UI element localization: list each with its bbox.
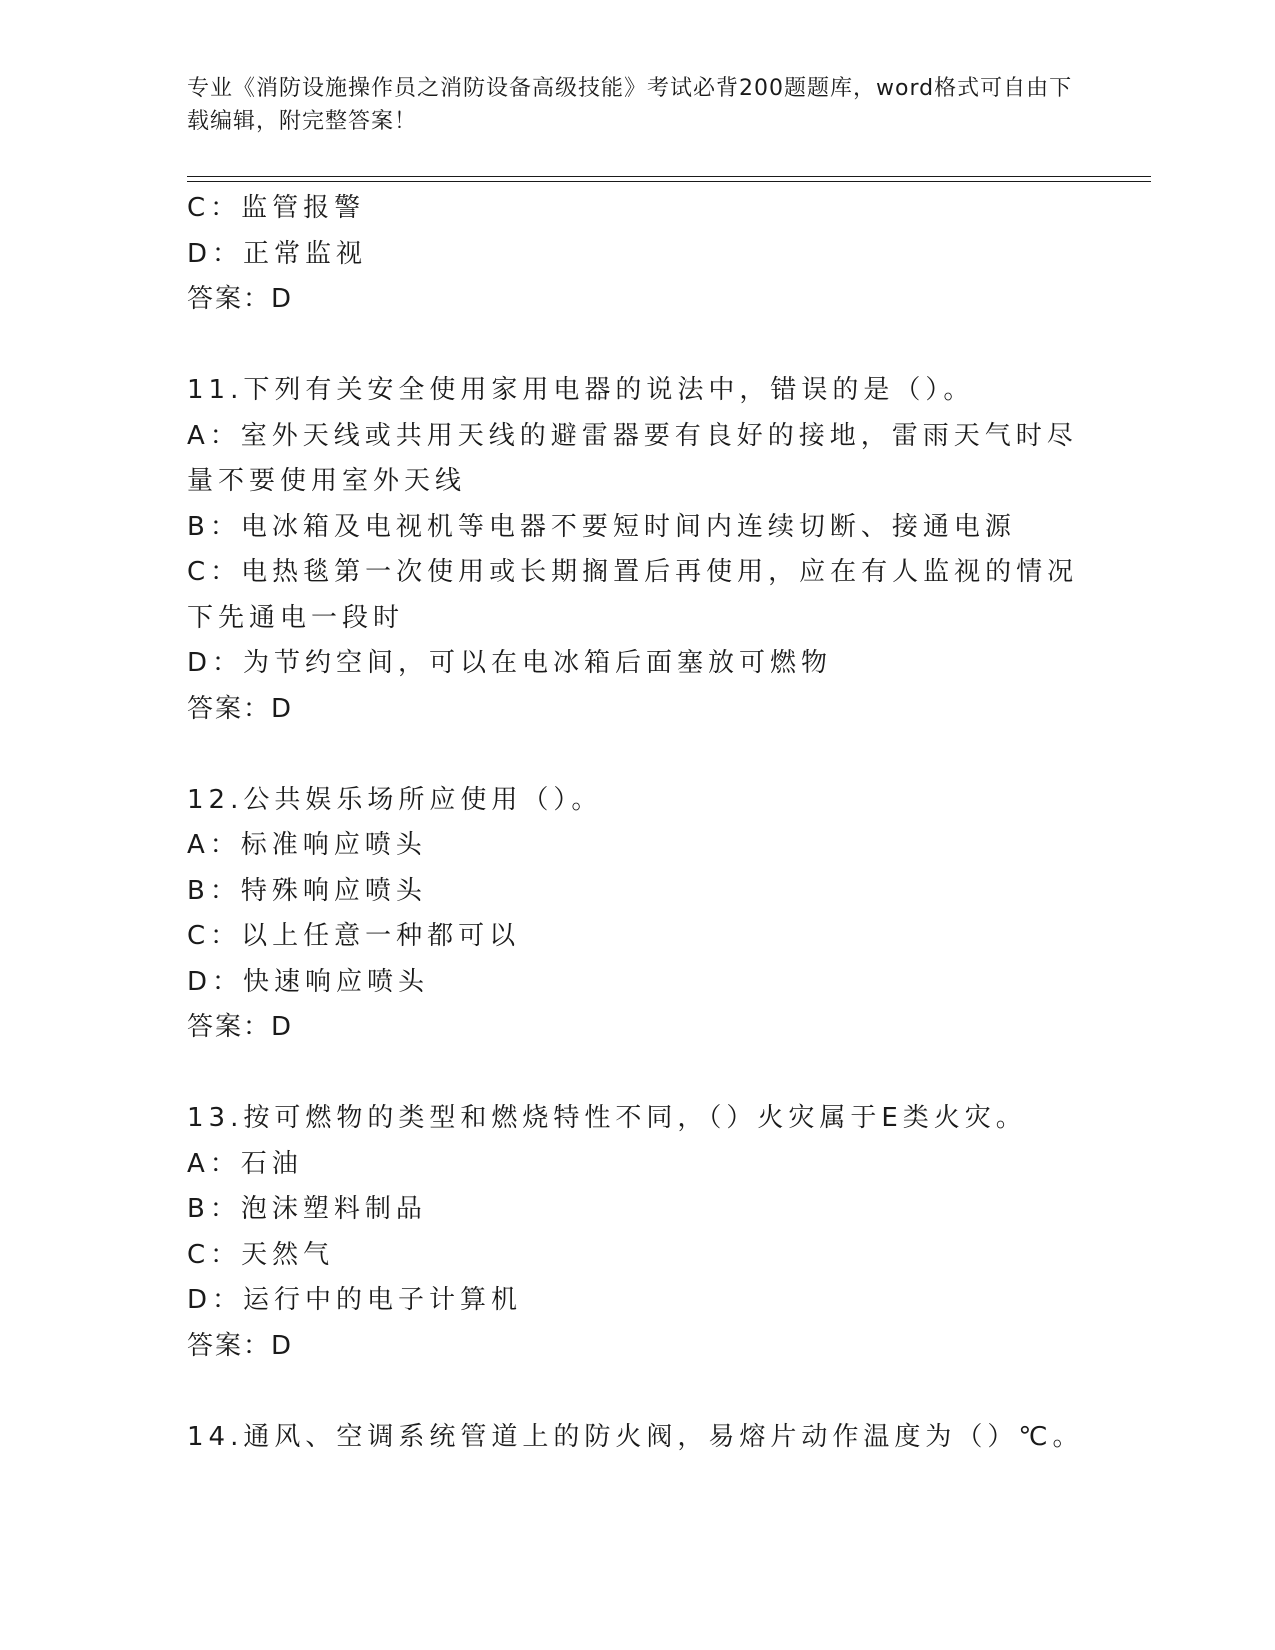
option-a: A：室外天线或共用天线的避雷器要有良好的接地，雷雨天气时尽量不要使用室外天线 — [187, 420, 1078, 496]
header-rule-bottom — [187, 181, 1151, 182]
header-rule-top — [187, 176, 1151, 177]
answer-continued: 答案：D — [187, 284, 294, 314]
option-c: C：以上任意一种都可以 — [187, 921, 521, 951]
option-a: A：标准响应喷头 — [187, 830, 427, 860]
answer: 答案：D — [187, 1012, 294, 1042]
question-stem: 13.按可燃物的类型和燃烧特性不同，（）火灾属于E类火灾。 — [187, 1103, 1027, 1133]
question-11 — [187, 368, 1087, 732]
question-14 — [187, 1415, 1087, 1461]
option-b: B：电冰箱及电视机等电器不要短时间内连续切断、接通电源 — [187, 511, 1016, 542]
question-list — [187, 186, 1087, 1460]
question-stem: 14.通风、空调系统管道上的防火阀，易熔片动作温度为（）℃。 — [187, 1421, 1084, 1452]
option-d: D：快速响应喷头 — [187, 966, 430, 997]
option-d: D：运行中的电子计算机 — [187, 1285, 523, 1315]
option-b: B：泡沫塑料制品 — [187, 1194, 427, 1224]
question-12 — [187, 778, 1087, 1051]
option-b: B：特殊响应喷头 — [187, 875, 427, 906]
option-d-continued: D：正常监视 — [187, 238, 368, 269]
answer: 答案：D — [187, 1330, 294, 1361]
question-stem: 11.下列有关安全使用家用电器的说法中，错误的是（）。 — [187, 375, 975, 405]
option-c: C：天然气 — [187, 1239, 335, 1270]
option-c-continued: C：监管报警 — [187, 193, 366, 223]
document-header: 专业《消防设施操作员之消防设备高级技能》考试必背200题题库，word格式可自由下载编辑，附完整答案！ — [187, 76, 1073, 134]
answer: 答案：D — [187, 693, 294, 724]
option-c: C：电热毯第一次使用或长期搁置后再使用，应在有人监视的情况下先通电一段时 — [187, 557, 1079, 633]
question-stem: 12.公共娱乐场所应使用（）。 — [187, 784, 603, 815]
option-a: A：石油 — [187, 1148, 303, 1179]
question-13 — [187, 1096, 1087, 1369]
option-d: D：为节约空间，可以在电冰箱后面塞放可燃物 — [187, 648, 833, 678]
